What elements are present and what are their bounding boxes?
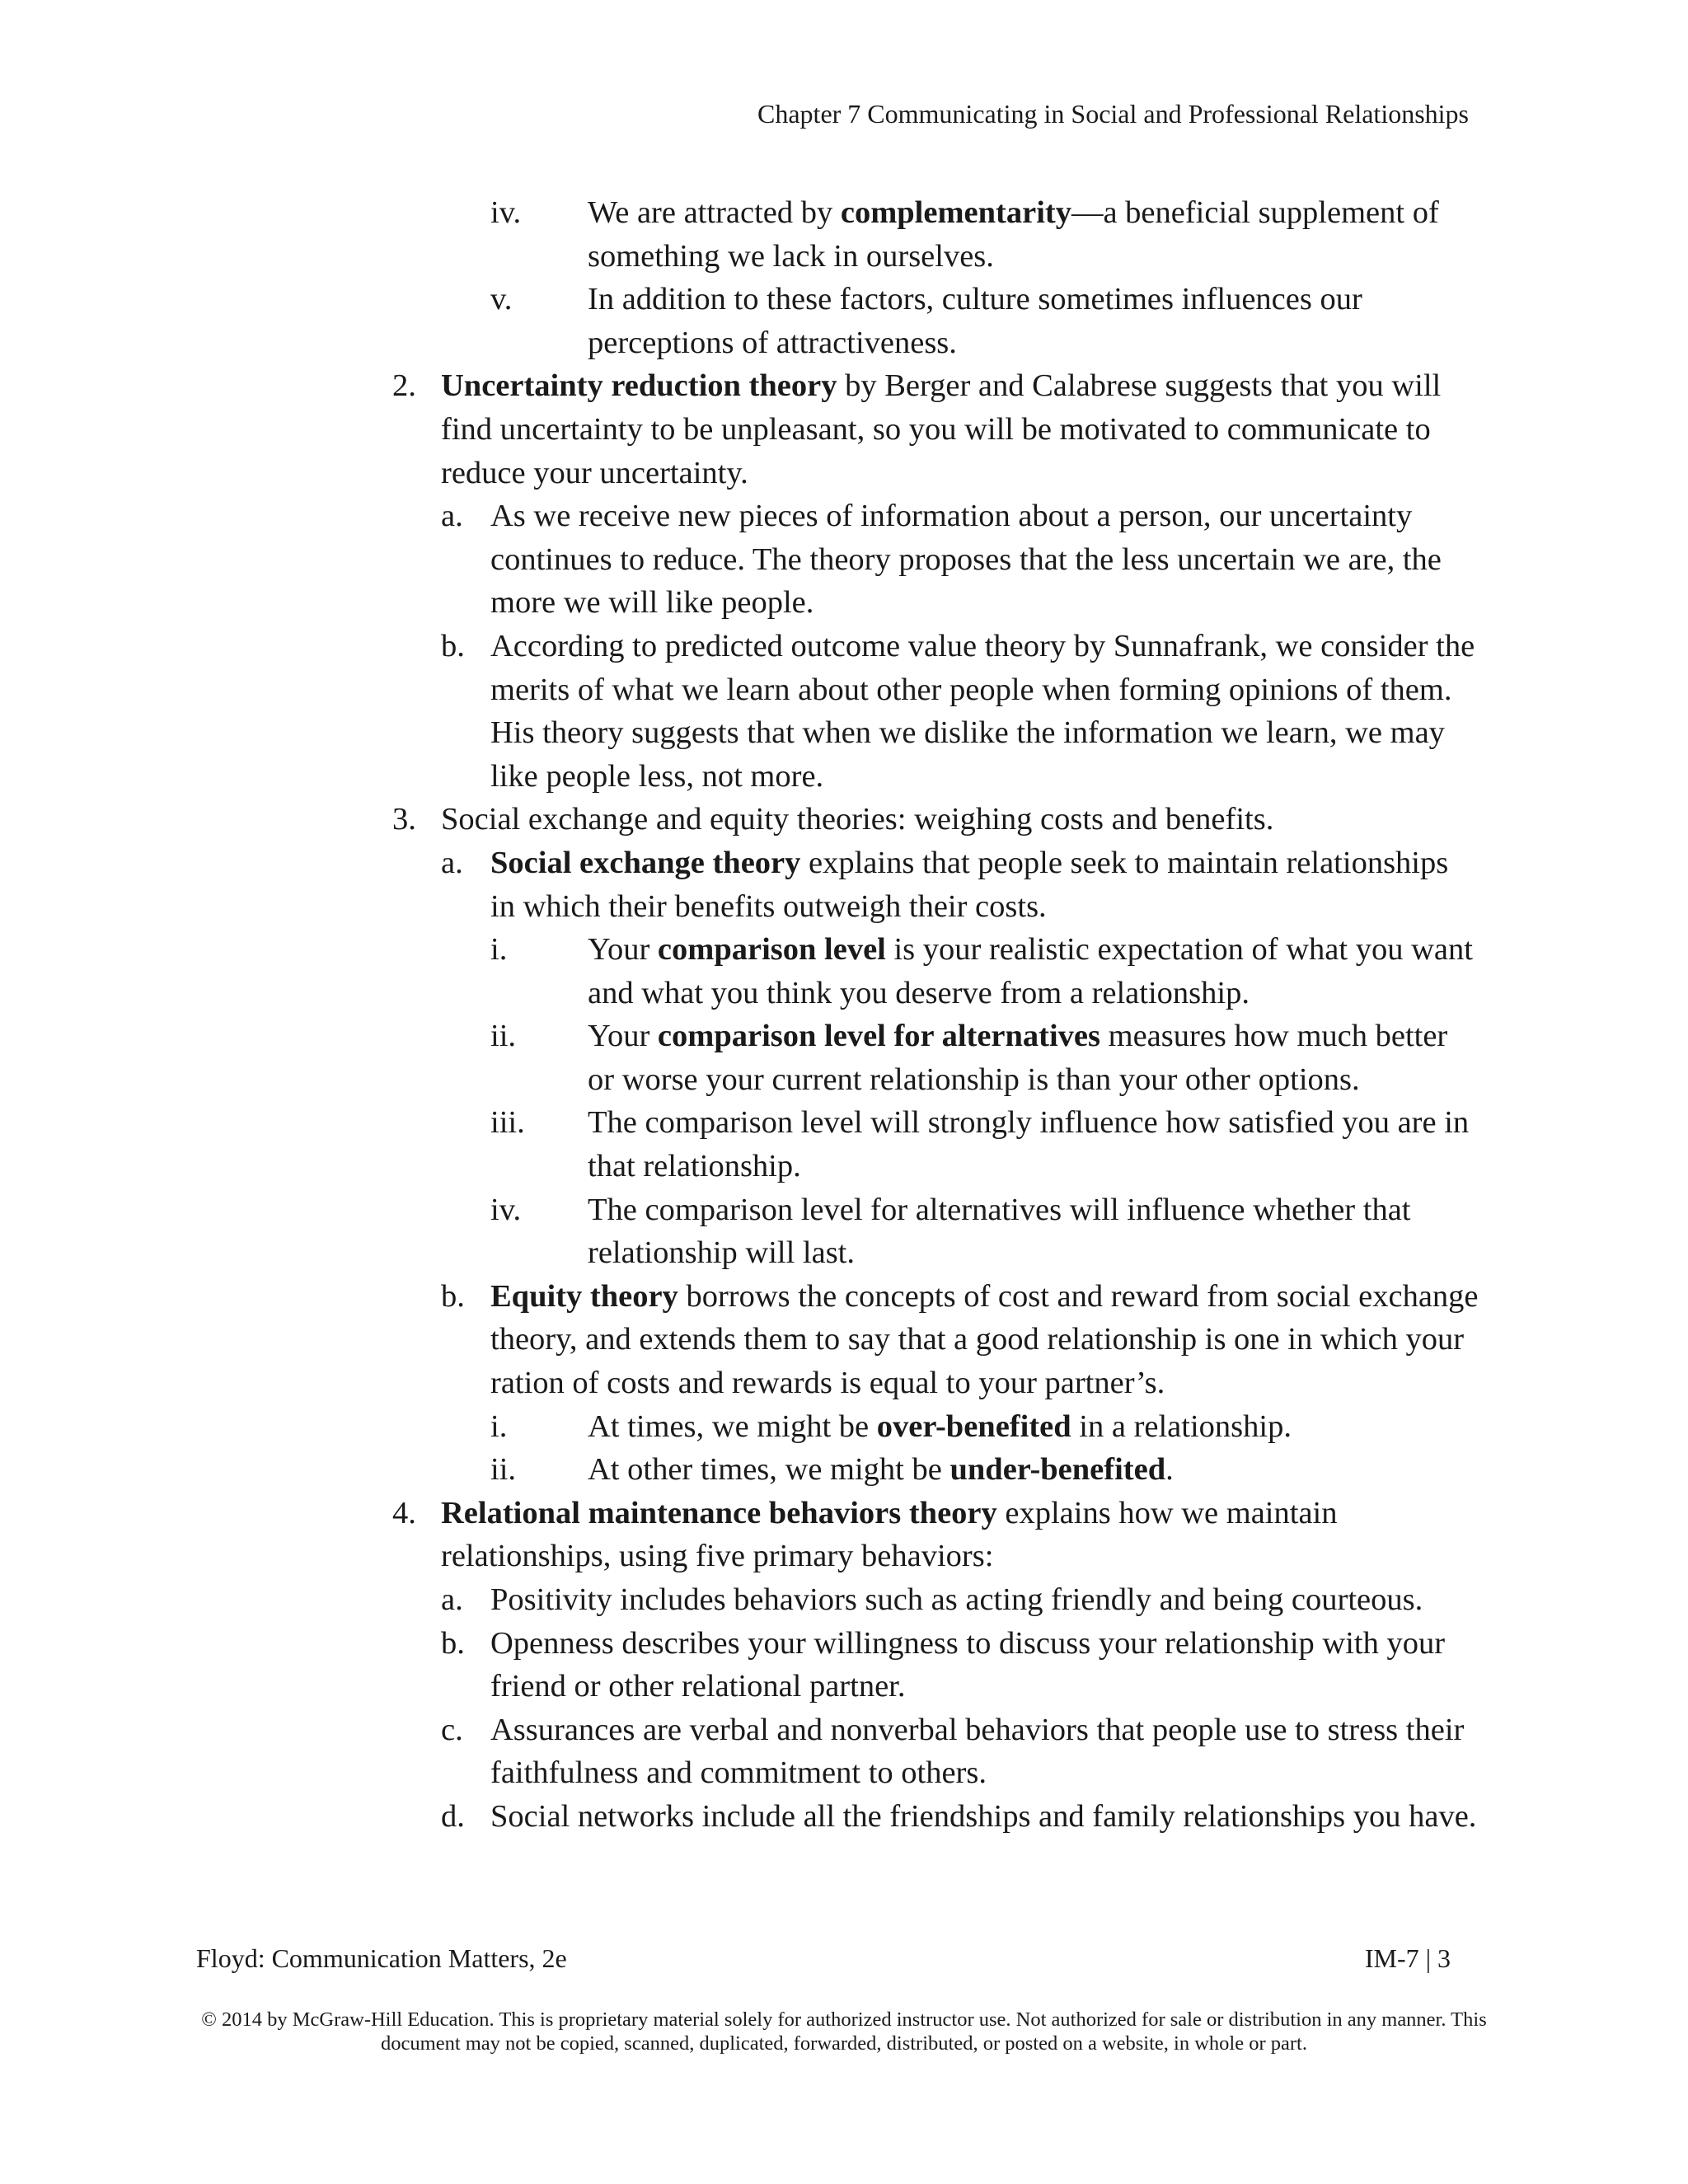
bold-term: over-benefited <box>876 1408 1071 1444</box>
item-marker: i. <box>490 1408 508 1444</box>
text-run: borrows the concepts of cost and reward from social exchange theory, and extends them to say that a good relationship is one in which your ration of costs and rewards is equal to your partner’s. <box>490 1278 1479 1401</box>
item-text <box>441 364 1479 494</box>
item-text <box>490 1275 1479 1405</box>
item-text <box>588 278 1479 364</box>
outline-item <box>0 1578 1688 1622</box>
text-run: We are attracted by <box>588 195 841 230</box>
item-marker: iv. <box>490 195 522 230</box>
text-run: —a beneficial supplement of something we lack in ourselves. <box>588 195 1439 274</box>
text-run: is your realistic expectation of what you want and what you think you deserve from a relationship. <box>588 932 1473 1010</box>
text-run: The comparison level for alternatives will influence whether that relationship will last. <box>588 1192 1411 1271</box>
outline-item <box>0 1188 1688 1275</box>
outline-item <box>0 1101 1688 1188</box>
outline-item <box>0 928 1688 1015</box>
item-marker: iii. <box>490 1105 525 1141</box>
text-run: Social exchange and equity theories: weighing costs and benefits. <box>441 802 1274 837</box>
item-marker: a. <box>441 499 463 534</box>
outline-item <box>0 841 1688 928</box>
outline-item <box>0 494 1688 625</box>
text-run: Openness describes your willingness to discuss your relationship with your friend or other relational partner. <box>490 1625 1446 1704</box>
item-text <box>588 1405 1479 1449</box>
outline-item <box>0 798 1688 841</box>
item-marker: b. <box>441 628 465 663</box>
outline-content <box>0 191 1688 1839</box>
item-text <box>588 1101 1479 1188</box>
bold-term: Social exchange theory <box>490 845 801 880</box>
outline-item <box>0 1492 1688 1578</box>
item-marker: 2. <box>392 368 416 404</box>
item-text <box>490 841 1479 928</box>
text-run: by Berger and Calabrese suggests that you will find uncertainty to be unpleasant, so you will be motivated to communicate to reduce your uncertainty. <box>441 368 1442 490</box>
item-text <box>490 625 1479 798</box>
item-marker: a. <box>441 1582 463 1617</box>
outline-item <box>0 1448 1688 1492</box>
outline-item <box>0 364 1688 494</box>
footer-book-title: Floyd: Communication Matters, 2e <box>196 1943 567 1973</box>
item-marker: ii. <box>490 1019 517 1054</box>
item-text <box>588 1015 1479 1101</box>
item-text <box>441 1492 1479 1578</box>
outline-item <box>0 1622 1688 1708</box>
text-run: measures how much better or worse your current relationship is than your other options. <box>588 1019 1448 1097</box>
item-text <box>490 1622 1479 1708</box>
item-marker: v. <box>490 282 513 317</box>
item-marker: d. <box>441 1798 465 1834</box>
outline-item <box>0 1708 1688 1795</box>
outline-item <box>0 1275 1688 1405</box>
bold-term: comparison level for alternatives <box>657 1019 1101 1054</box>
outline-item <box>0 278 1688 364</box>
text-run: As we receive new pieces of information about a person, our uncertainty continues to reduce. The theory proposes that the less uncertain we are, the more we will like people. <box>490 499 1442 621</box>
item-marker: c. <box>441 1712 463 1747</box>
item-marker: a. <box>441 845 463 880</box>
bold-term: Equity theory <box>490 1278 678 1314</box>
item-text <box>490 494 1479 625</box>
item-marker: b. <box>441 1625 465 1661</box>
item-marker: 3. <box>392 802 416 837</box>
running-header: Chapter 7 Communicating in Social and Professional Relationships <box>757 99 1469 129</box>
text-run: Assurances are verbal and nonverbal behaviors that people use to stress their faithfulness and commitment to others. <box>490 1712 1465 1791</box>
text-run: Positivity includes behaviors such as acting friendly and being courteous. <box>490 1582 1423 1617</box>
item-marker: b. <box>441 1278 465 1314</box>
text-run: in a relationship. <box>1071 1408 1292 1444</box>
text-run: explains how we maintain relationships, using five primary behaviors: <box>441 1495 1338 1574</box>
outline-item <box>0 191 1688 278</box>
text-run: At other times, we might be <box>588 1452 950 1488</box>
footer-page-number: IM-7 | 3 <box>1364 1943 1451 1973</box>
item-text <box>490 1578 1479 1622</box>
item-text <box>490 1708 1479 1795</box>
outline-item <box>0 1795 1688 1839</box>
text-run: According to predicted outcome value theory by Sunnafrank, we consider the merits of what we learn about other people when forming opinions of them. His theory suggests that when we dislike the information we learn, we may like people less, not more. <box>490 628 1475 794</box>
item-marker: i. <box>490 932 508 968</box>
text-run: Your <box>588 932 658 968</box>
item-text <box>588 928 1479 1015</box>
text-run: . <box>1165 1452 1174 1488</box>
copyright-notice: © 2014 by McGraw-Hill Education. This is proprietary material solely for authorized instructor use. Not authorized for sale or distribution in any manner. This document may not be copied, scanned, duplicated, forwarded, distributed, or posted on a website, in whole or part. <box>201 2008 1487 2055</box>
item-text <box>588 191 1479 278</box>
outline-item <box>0 1015 1688 1101</box>
text-run: Your <box>588 1019 658 1054</box>
item-marker: iv. <box>490 1192 522 1227</box>
text-run: Social networks include all the friendships and family relationships you have. <box>490 1798 1477 1834</box>
outline-item <box>0 1405 1688 1449</box>
text-run: The comparison level will strongly influence how satisfied you are in that relationship. <box>588 1105 1470 1184</box>
bold-term: complementarity <box>840 195 1071 230</box>
bold-term: comparison level <box>657 932 886 968</box>
text-run: In addition to these factors, culture sometimes influences our perceptions of attractiveness. <box>588 282 1362 360</box>
outline-item <box>0 625 1688 798</box>
item-text <box>588 1188 1479 1275</box>
item-text <box>441 798 1479 841</box>
bold-term: under-benefited <box>950 1452 1166 1488</box>
item-text <box>588 1448 1479 1492</box>
text-run: explains that people seek to maintain relationships in which their benefits outweigh their costs. <box>490 845 1449 924</box>
bold-term: Relational maintenance behaviors theory <box>441 1495 997 1530</box>
item-marker: 4. <box>392 1495 416 1530</box>
item-text <box>490 1795 1479 1839</box>
bold-term: Uncertainty reduction theory <box>441 368 837 404</box>
item-marker: ii. <box>490 1452 517 1488</box>
text-run: At times, we might be <box>588 1408 877 1444</box>
